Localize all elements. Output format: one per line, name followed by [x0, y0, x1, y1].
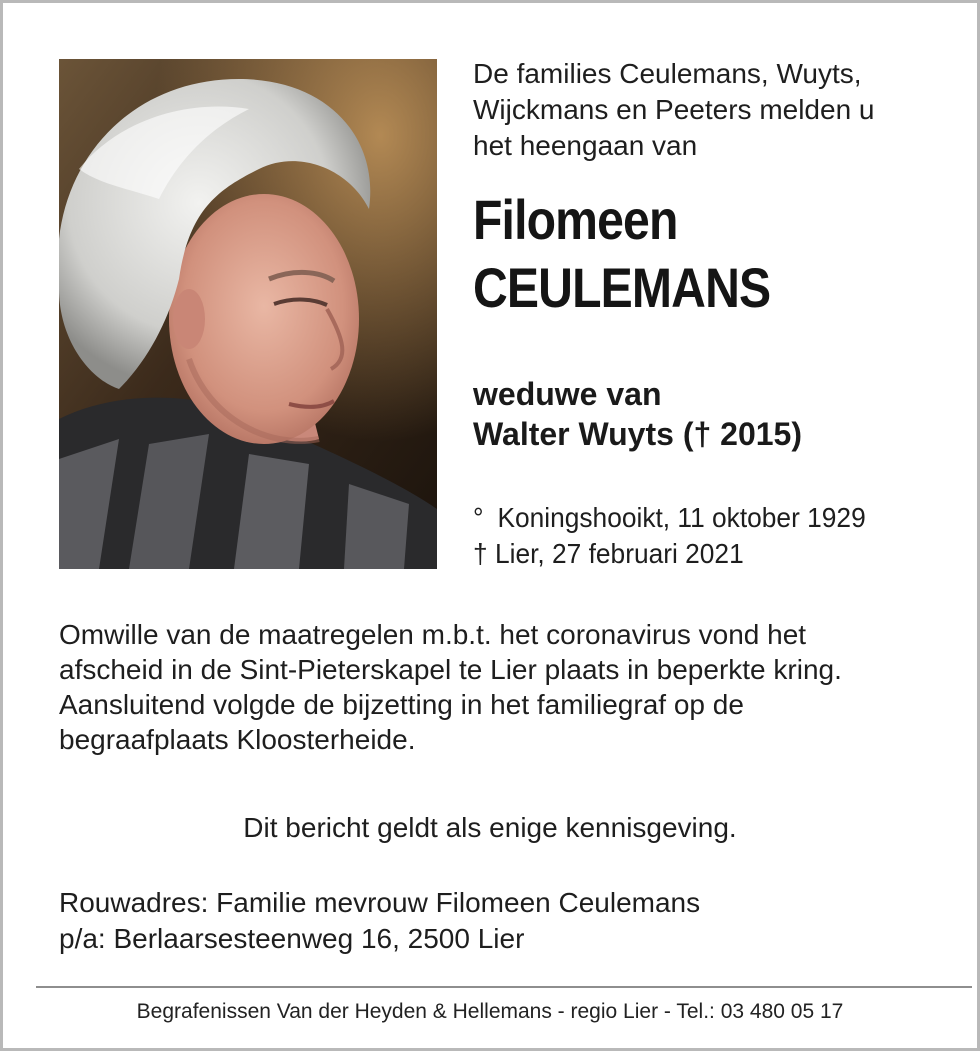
deceased-name	[473, 186, 770, 322]
paragraph-line: afscheid in de Sint-Pieterskapel te Lier plaats in beperkte kring.	[59, 654, 842, 685]
death-date: Lier, 27 februari 2021	[494, 538, 744, 569]
last-name: CEULEMANS	[473, 256, 771, 319]
paragraph-line: Omwille van de maatregelen m.b.t. het coronavirus vond het	[59, 619, 807, 650]
death-symbol: †	[473, 538, 488, 569]
spouse-name: Walter Wuyts († 2015)	[473, 416, 802, 452]
intro-line: De families Ceulemans, Wuyts,	[473, 58, 862, 89]
mourning-address	[59, 885, 700, 957]
intro-line: Wijckmans en Peeters melden u	[473, 94, 875, 125]
portrait-photo	[59, 59, 437, 569]
intro-text	[473, 56, 953, 164]
birth-symbol: °	[473, 502, 484, 533]
paragraph-line: Aansluitend volgde de bijzetting in het familiegraf op de	[59, 689, 744, 720]
birth-date: Koningshooikt, 11 oktober 1929	[497, 502, 866, 533]
ceremony-paragraph	[59, 617, 939, 757]
widow-of	[473, 374, 802, 454]
first-name: Filomeen	[473, 188, 678, 251]
address-line: p/a: Berlaarsesteenweg 16, 2500 Lier	[59, 923, 525, 954]
widow-label: weduwe van	[473, 376, 662, 412]
footer-divider	[36, 986, 972, 988]
life-dates	[473, 500, 866, 572]
funeral-home-footer: Begrafenissen Van der Heyden & Hellemans - regio Lier - Tel.: 03 480 05 17	[136, 1000, 844, 1023]
intro-line: het heengaan van	[473, 130, 698, 161]
paragraph-line: begraafplaats Kloosterheide.	[59, 724, 416, 755]
death-date-line	[473, 536, 866, 572]
birth-date-line	[473, 500, 866, 536]
address-line: Rouwadres: Familie mevrouw Filomeen Ceulemans	[59, 887, 701, 918]
notice-statement: Dit bericht geldt als enige kennisgeving.	[243, 812, 737, 843]
